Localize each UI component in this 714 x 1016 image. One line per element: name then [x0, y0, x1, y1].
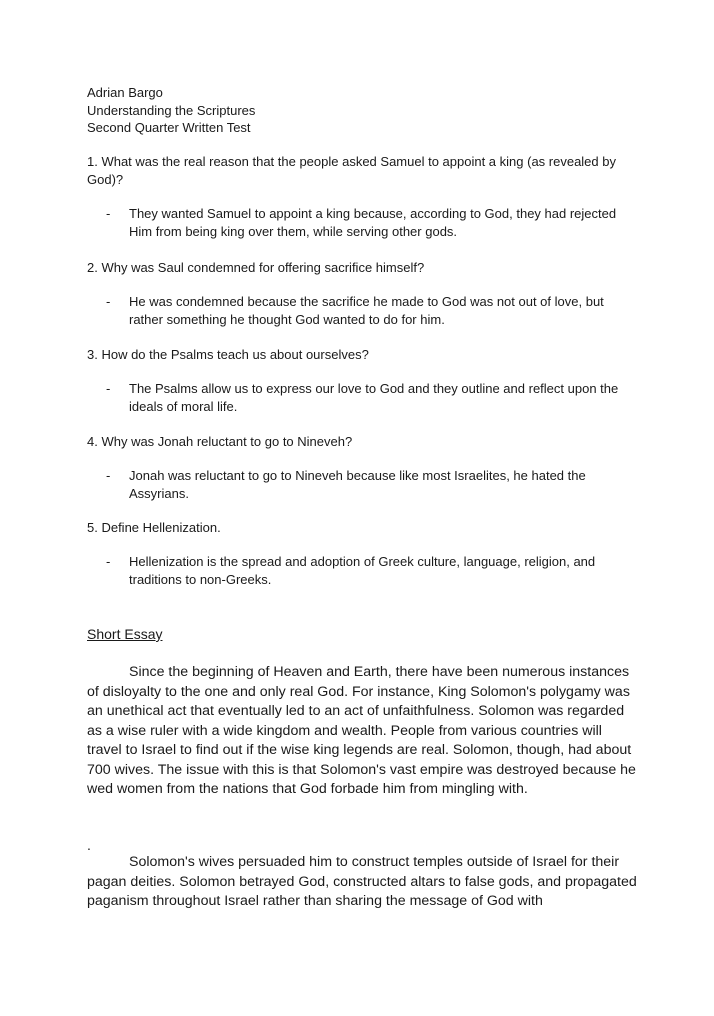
- answer-text: They wanted Samuel to appoint a king because, according to God, they had rejected Him from being king over them, while serving other gods.: [129, 206, 617, 239]
- question-block-5: [87, 519, 647, 589]
- paragraph-separator: .: [87, 837, 91, 853]
- essay-paragraph-1: Since the beginning of Heaven and Earth, there have been numerous instances of disloyalty to the one and only real God. For instance, King Solomon's polygamy was an unethical act that eventually led to an act of unfaithfulness. Solomon was regarded as a wise ruler with a wide kingdom and wealth. People from various countries will travel to Israel to find out if the wise king legends are real. Solomon, though, had about 700 wives. The issue with this is that Solomon's vast empire was destroyed because he wed women from the nations that God forbade him from mingling with.: [87, 664, 636, 797]
- bullet-dash: -: [106, 294, 111, 309]
- question-text: 2. Why was Saul condemned for offering sacrifice himself?: [87, 260, 425, 275]
- question-text: 3. How do the Psalms teach us about ourselves?: [87, 347, 369, 362]
- test-title: Second Quarter Written Test: [87, 120, 251, 135]
- answer-text: Hellenization is the spread and adoption of Greek culture, language, religion, and traditions to non-Greeks.: [129, 554, 596, 587]
- document-header: [87, 84, 255, 137]
- bullet-dash: -: [106, 554, 111, 569]
- answer-text: He was condemned because the sacrifice he made to God was not out of love, but rather something he thought God wanted to do for him.: [129, 294, 604, 327]
- answer-item: [87, 293, 647, 329]
- course-title: Understanding the Scriptures: [87, 102, 256, 118]
- answer-item: [87, 205, 647, 241]
- answer-item: [87, 380, 647, 416]
- student-name: Adrian Bargo: [87, 85, 163, 100]
- question-block-1: [87, 153, 647, 241]
- question-block-3: [87, 346, 647, 416]
- answer-text: The Psalms allow us to express our love to God and they outline and reflect upon the ideals of moral life.: [129, 381, 619, 414]
- bullet-dash: -: [106, 468, 111, 483]
- question-text: 1. What was the real reason that the people asked Samuel to appoint a king (as revealed by God)?: [87, 154, 616, 187]
- answer-text: Jonah was reluctant to go to Nineveh because like most Israelites, he hated the Assyrians.: [129, 468, 586, 501]
- essay-paragraph-2: Solomon's wives persuaded him to construct temples outside of Israel for their pagan deities. Solomon betrayed God, constructed altars to false gods, and propagated paganism throughout Israel rather than sharing the message of God with: [87, 854, 637, 909]
- bullet-dash: -: [106, 381, 111, 396]
- question-block-2: [87, 259, 647, 329]
- answer-item: [87, 553, 647, 589]
- bullet-dash: -: [106, 206, 111, 221]
- question-text: 4. Why was Jonah reluctant to go to Nineveh?: [87, 434, 353, 449]
- essay-heading: Short Essay: [87, 626, 163, 642]
- answer-item: [87, 467, 647, 503]
- question-text: 5. Define Hellenization.: [87, 520, 221, 535]
- question-block-4: [87, 433, 647, 503]
